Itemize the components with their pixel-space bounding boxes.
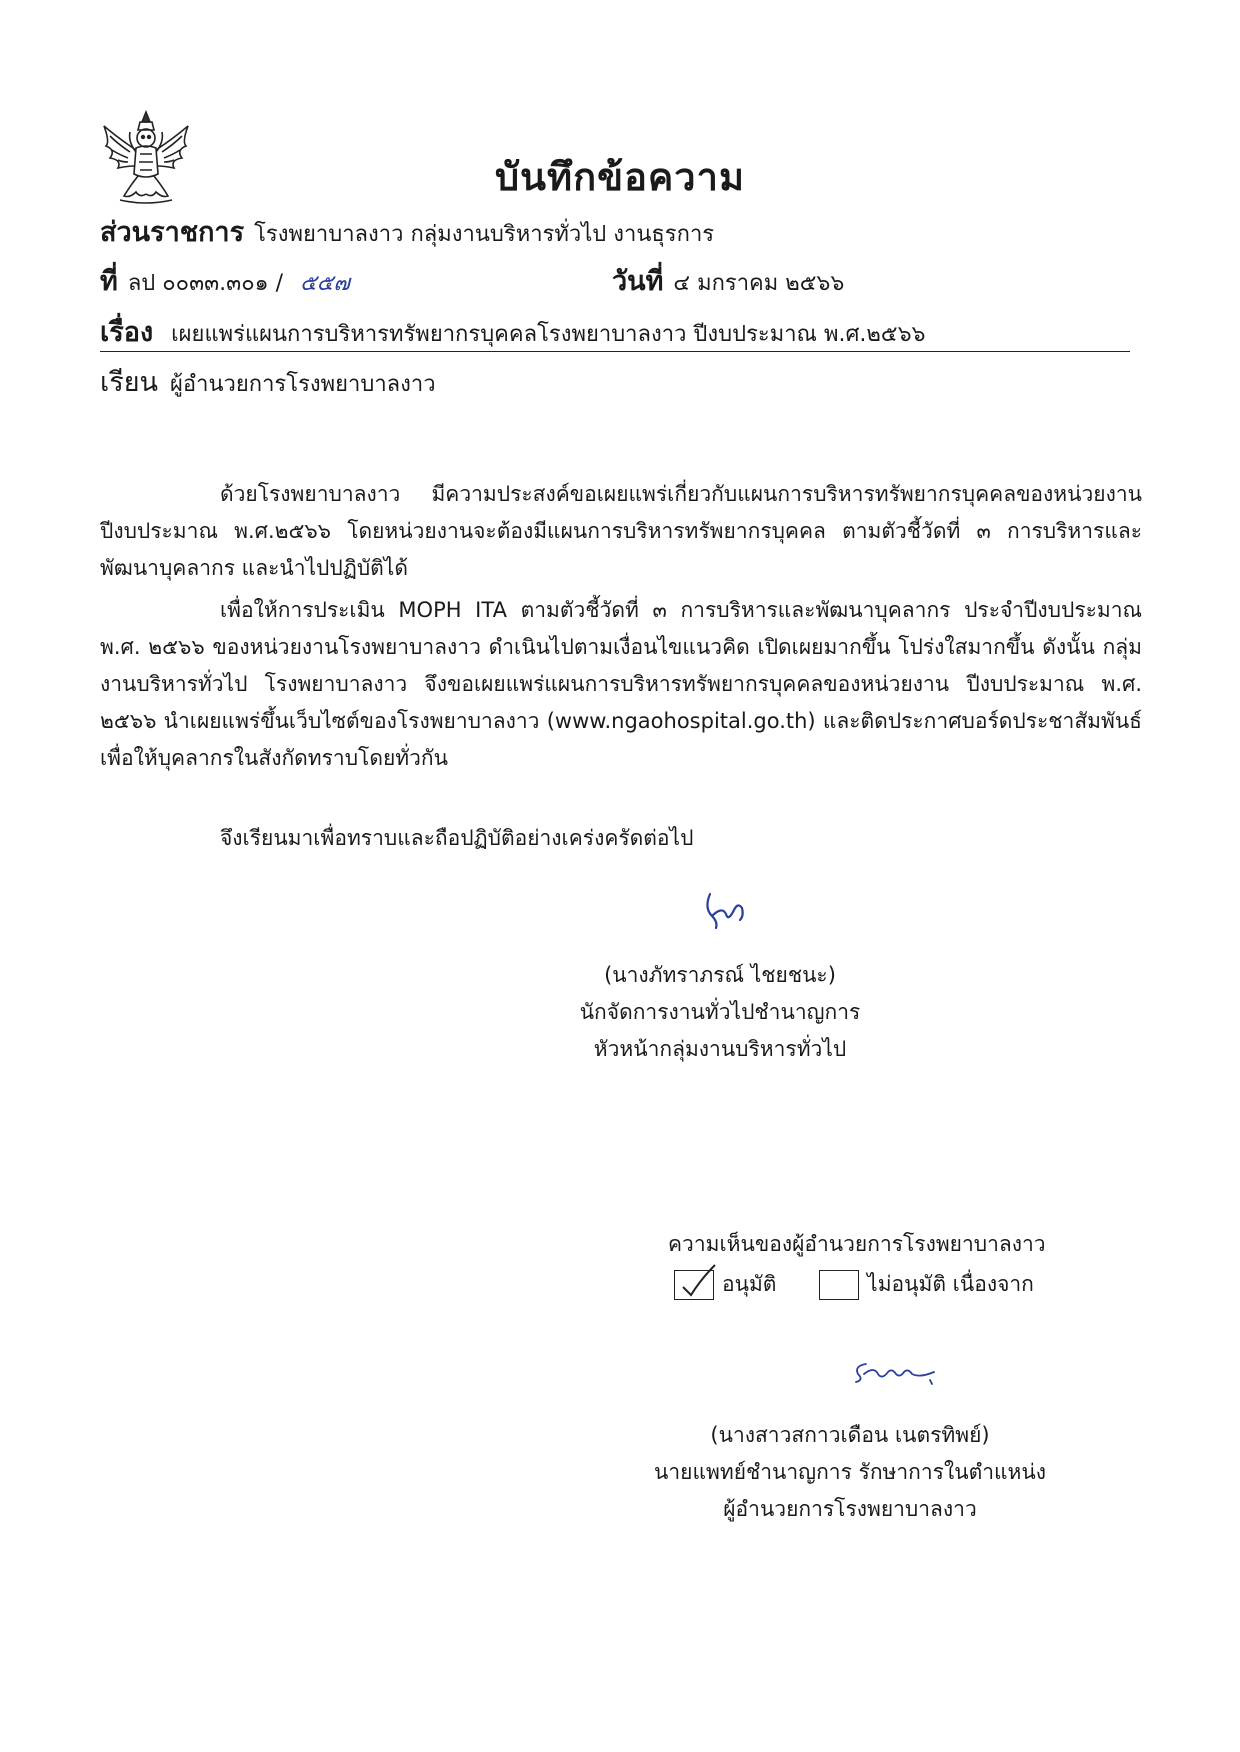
agency-label: ส่วนราชการ	[100, 217, 245, 248]
opinion-options	[674, 1268, 1034, 1301]
ref-label: ที่	[100, 266, 118, 297]
signer-2-position-1: นายแพทย์ชำนาญการ รักษาการในตำแหน่ง	[654, 1460, 1046, 1484]
signer-2-block	[620, 1417, 1080, 1528]
to-label: เรียน	[100, 367, 159, 398]
to-value: ผู้อำนวยการโรงพยาบาลงาว	[170, 372, 436, 397]
opinion-heading: ความเห็นของผู้อำนวยการโรงพยาบาลงาว	[668, 1232, 1046, 1256]
approve-label: อนุมัติ	[722, 1272, 777, 1296]
ref-value: ลป ๐๐๓๓.๓๐๑ /	[127, 271, 284, 296]
date-row	[612, 259, 844, 302]
approve-checkbox[interactable]	[674, 1270, 714, 1300]
checkmark-icon	[677, 1263, 717, 1299]
signature-2	[850, 1356, 942, 1390]
reject-label: ไม่อนุมัติ เนื่องจาก	[867, 1272, 1034, 1296]
memo-title: บันทึกข้อความ	[494, 155, 746, 199]
subject-divider	[100, 351, 1130, 352]
ref-row	[100, 259, 350, 302]
closing-line: จึงเรียนมาเพื่อทราบและถือปฏิบัติอย่างเคร่งครัดต่อไป	[220, 826, 694, 850]
signer-1-position-1: นักจัดการงานทั่วไปชำนาญการ	[579, 1000, 861, 1024]
body-paragraph-2: เพื่อให้การประเมิน MOPH ITA ตามตัวชี้วัดที่ ๓ การบริหารและพัฒนาบุคลากร ประจำปีงบประมาณ พ.ศ. ๒๕๖๖ ของหน่วยงานโรงพยาบาลงาว ดำเนินไปตามเงื่อนไขแนวคิด เปิดเผยมากขึ้น โปร่งใสมากขึ้น ดังนั้น กลุ่มงานบริหารทั่วไป โรงพยาบาลงาว จึงขอเผยแพร่แผนการบริหารทรัพยากรบุคคลของหน่วยงาน ปีงบประมาณ พ.ศ. ๒๕๖๖ นำเผยแพร่ขึ้นเว็บไซต์ของโรงพยาบาลงาว (www.ngaohospital.go.th) และติดประกาศบอร์ดประชาสัมพันธ์เพื่อให้บุคลากรในสังกัดทราบโดยทั่วกัน	[100, 598, 1142, 770]
agency-row	[100, 210, 714, 253]
signer-1-position-2: หัวหน้ากลุ่มงานบริหารทั่วไป	[593, 1037, 847, 1061]
subject-label: เรื่อง	[100, 317, 154, 348]
signer-2-position-2: ผู้อำนวยการโรงพยาบาลงาว	[723, 1497, 977, 1521]
date-value: ๔ มกราคม ๒๕๖๖	[673, 271, 845, 296]
date-label: วันที่	[612, 266, 664, 297]
subject-value: เผยแพร่แผนการบริหารทรัพยากรบุคคลโรงพยาบาลงาว ปีงบประมาณ พ.ศ.๒๕๖๖	[171, 322, 926, 347]
signer-1-name: (นางภัทราภรณ์ ไชยชนะ)	[604, 963, 836, 987]
subject-row	[100, 310, 926, 353]
signer-1-block	[520, 957, 920, 1068]
to-row	[100, 360, 436, 403]
body-paragraph-1: ด้วยโรงพยาบาลงาว มีความประสงค์ขอเผยแพร่เกี่ยวกับแผนการบริหารทรัพยากรบุคคลของหน่วยงาน ปีงบประมาณ พ.ศ.๒๕๖๖ โดยหน่วยงานจะต้องมีแผนการบริหารทรัพยากรบุคคล ตามตัวชี้วัดที่ ๓ การบริหารและพัฒนาบุคลากร และนำไปปฏิบัติได้	[100, 482, 1142, 580]
signer-2-name: (นางสาวสกาวเดือน เนตรทิพย์)	[710, 1423, 990, 1447]
ref-handwritten: ๕๕๗	[300, 271, 350, 296]
signature-1	[700, 888, 750, 932]
agency-value: โรงพยาบาลงาว กลุ่มงานบริหารทั่วไป งานธุรการ	[254, 222, 715, 247]
reject-checkbox[interactable]	[819, 1270, 859, 1300]
